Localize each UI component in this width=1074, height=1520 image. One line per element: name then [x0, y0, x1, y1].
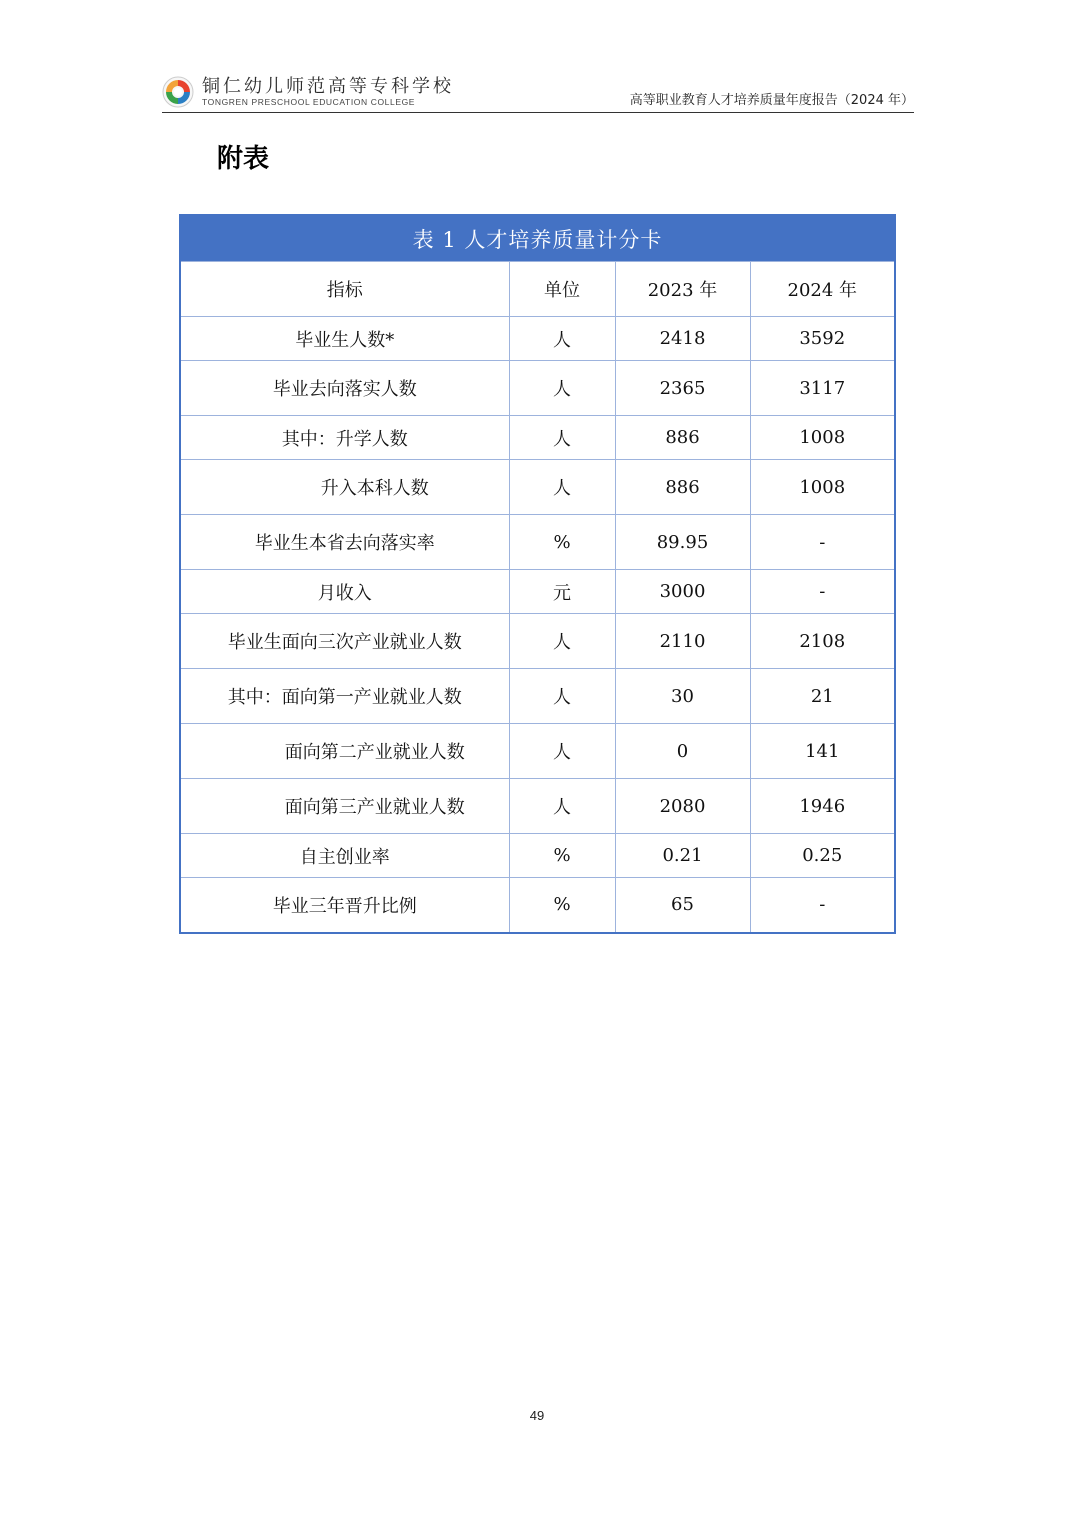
value-2023-cell: 0.21	[615, 834, 750, 878]
unit-cell: 人	[509, 779, 615, 834]
indicator-cell: 毕业生人数*	[180, 317, 509, 361]
table-header-row	[180, 262, 895, 317]
unit-cell: 人	[509, 317, 615, 361]
column-header-unit: 单位	[509, 262, 615, 317]
indicator-cell: 升入本科人数	[180, 460, 509, 515]
column-header-2023: 2023 年	[615, 262, 750, 317]
value-2024-cell: 3117	[750, 361, 895, 416]
school-emblem-icon	[162, 76, 194, 108]
table-row	[180, 317, 895, 361]
table-row	[180, 361, 895, 416]
value-2023-cell: 2110	[615, 614, 750, 669]
unit-cell: 人	[509, 614, 615, 669]
unit-cell: 人	[509, 361, 615, 416]
table-row	[180, 724, 895, 779]
indicator-cell: 毕业去向落实人数	[180, 361, 509, 416]
unit-cell: 元	[509, 570, 615, 614]
page-number: 49	[529, 1408, 545, 1423]
indicator-cell: 毕业生面向三次产业就业人数	[180, 614, 509, 669]
value-2024-cell: 2108	[750, 614, 895, 669]
table-caption: 表 1 人才培养质量计分卡	[180, 215, 895, 262]
value-2024-cell: 0.25	[750, 834, 895, 878]
report-title: 高等职业教育人才培养质量年度报告（2024 年）	[629, 93, 914, 108]
indicator-cell: 其中：面向第一产业就业人数	[180, 669, 509, 724]
table-row	[180, 460, 895, 515]
section-heading: 附表	[217, 144, 270, 174]
column-header-indicator: 指标	[180, 262, 509, 317]
indicator-cell: 毕业生本省去向落实率	[180, 515, 509, 570]
table-caption-row	[180, 215, 895, 262]
school-logo	[162, 74, 454, 110]
page-header	[162, 72, 914, 113]
school-name-en: TONGREN PRESCHOOL EDUCATION COLLEGE	[202, 97, 416, 107]
indicator-cell: 其中：升学人数	[180, 416, 509, 460]
table-row	[180, 834, 895, 878]
value-2024-cell: 1008	[750, 460, 895, 515]
unit-cell: 人	[509, 460, 615, 515]
value-2023-cell: 2080	[615, 779, 750, 834]
talent-quality-scorecard-table	[179, 214, 896, 934]
unit-cell: 人	[509, 669, 615, 724]
indicator-cell: 毕业三年晋升比例	[180, 878, 509, 933]
indicator-cell: 面向第二产业就业人数	[180, 724, 509, 779]
indicator-cell: 月收入	[180, 570, 509, 614]
value-2024-cell: 1946	[750, 779, 895, 834]
indicator-cell: 面向第三产业就业人数	[180, 779, 509, 834]
value-2023-cell: 2365	[615, 361, 750, 416]
value-2023-cell: 89.95	[615, 515, 750, 570]
indicator-cell: 自主创业率	[180, 834, 509, 878]
value-2024-cell: -	[750, 570, 895, 614]
value-2024-cell: 1008	[750, 416, 895, 460]
value-2023-cell: 2418	[615, 317, 750, 361]
value-2023-cell: 3000	[615, 570, 750, 614]
value-2023-cell: 65	[615, 878, 750, 933]
value-2023-cell: 886	[615, 460, 750, 515]
table-row	[180, 878, 895, 933]
unit-cell: 人	[509, 724, 615, 779]
column-header-2024: 2024 年	[750, 262, 895, 317]
value-2023-cell: 886	[615, 416, 750, 460]
table-row	[180, 570, 895, 614]
table-row	[180, 515, 895, 570]
table-row	[180, 669, 895, 724]
unit-cell: 人	[509, 416, 615, 460]
unit-cell: %	[509, 878, 615, 933]
table-row	[180, 614, 895, 669]
value-2024-cell: -	[750, 878, 895, 933]
unit-cell: %	[509, 515, 615, 570]
school-name-cn: 铜仁幼儿师范高等专科学校	[202, 76, 454, 97]
value-2024-cell: 141	[750, 724, 895, 779]
value-2023-cell: 30	[615, 669, 750, 724]
value-2024-cell: 21	[750, 669, 895, 724]
unit-cell: %	[509, 834, 615, 878]
table-row	[180, 416, 895, 460]
table-row	[180, 779, 895, 834]
value-2024-cell: 3592	[750, 317, 895, 361]
value-2023-cell: 0	[615, 724, 750, 779]
value-2024-cell: -	[750, 515, 895, 570]
